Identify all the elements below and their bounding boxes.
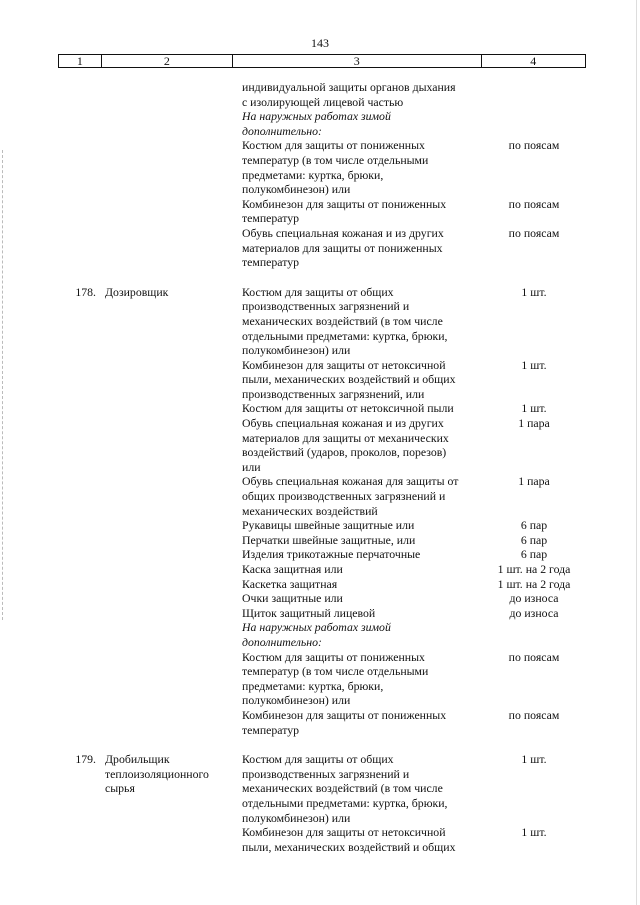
equipment-name xyxy=(240,577,482,592)
equipment-line: производственных загрязнений и xyxy=(242,299,410,314)
equipment-row xyxy=(240,138,586,196)
issue-norm: по поясам xyxy=(508,707,560,722)
equipment-row xyxy=(240,533,586,548)
table-body xyxy=(58,80,586,869)
equipment-row xyxy=(240,591,586,606)
equipment-line: Обувь специальная кожаная и из других xyxy=(242,416,444,431)
issue-norm: 1 шт. на 2 года xyxy=(497,576,571,591)
equipment-line: полукомбинезон) или xyxy=(242,182,351,197)
column-header-2: 2 xyxy=(101,55,232,68)
equipment-line: Каска защитная или xyxy=(242,562,343,576)
equipment-line: материалов для защиты от пониженных xyxy=(242,240,443,255)
equipment-row xyxy=(240,358,586,402)
condition-note xyxy=(240,109,482,138)
equipment-name xyxy=(240,138,482,196)
equipment-name xyxy=(240,474,482,518)
equipment-line: Комбинезон для защиты от нетоксичной xyxy=(242,357,446,372)
equipment-line: производственных загрязнений и xyxy=(242,766,410,781)
equipment-line: полукомбинезон) или xyxy=(242,810,351,825)
equipment-line: механических воздействий (в том числе xyxy=(242,781,443,796)
equipment-list xyxy=(240,752,586,854)
equipment-line: Щиток защитный лицевой xyxy=(242,605,376,620)
profession-row xyxy=(58,285,586,737)
issue-norm: 1 шт. xyxy=(521,401,547,416)
equipment-line: предметами: куртка, брюки, xyxy=(242,678,384,693)
equipment-name xyxy=(240,358,482,402)
equipment-name xyxy=(240,518,482,533)
profession-name xyxy=(100,80,240,270)
equipment-name xyxy=(240,562,482,577)
equipment-row xyxy=(240,606,586,621)
equipment-line: индивидуальной защиты органов дыхания xyxy=(242,80,456,94)
equipment-line: Каскетка защитная xyxy=(242,576,338,591)
equipment-line: Костюм для защиты от пониженных xyxy=(242,138,425,153)
issue-norm: 1 шт. xyxy=(521,752,547,767)
equipment-line: отдельными предметами: куртка, брюки, xyxy=(242,328,448,343)
equipment-line: температур xyxy=(242,255,300,270)
equipment-name xyxy=(240,606,482,621)
profession-name-line: Дробильщик xyxy=(105,752,170,767)
equipment-row xyxy=(240,577,586,592)
equipment-line: Рукавицы швейные защитные или xyxy=(242,518,415,533)
issue-norm: 1 шт. xyxy=(521,825,547,840)
equipment-name xyxy=(240,285,482,358)
issue-norm: 1 пара xyxy=(518,474,550,489)
issue-norm: 6 пар xyxy=(520,547,548,562)
profession-group xyxy=(58,285,586,737)
issue-norm: по поясам xyxy=(508,649,560,664)
page-number: 143 xyxy=(311,36,329,50)
equipment-name xyxy=(240,825,482,854)
equipment-line: Комбинезон для защиты от пониженных xyxy=(242,196,447,211)
equipment-row xyxy=(240,109,586,138)
equipment-row xyxy=(240,518,586,533)
equipment-name xyxy=(240,401,482,416)
equipment-row xyxy=(240,285,586,358)
item-number: 178. xyxy=(75,284,96,299)
equipment-name xyxy=(240,197,482,226)
equipment-line: Очки защитные или xyxy=(242,591,343,606)
profession-row xyxy=(58,752,586,854)
equipment-name xyxy=(240,80,482,109)
equipment-line: Изделия трикотажные перчаточные xyxy=(242,547,421,562)
equipment-line: Комбинезон для защиты от пониженных xyxy=(242,707,447,722)
equipment-name xyxy=(240,591,482,606)
equipment-line: температур (в том числе отдельными xyxy=(242,152,429,167)
profession-group xyxy=(58,752,586,854)
equipment-row xyxy=(240,401,586,416)
equipment-line: Костюм для защиты от общих xyxy=(242,284,394,299)
column-header-4: 4 xyxy=(481,55,585,68)
equipment-line: отдельными предметами: куртка, брюки, xyxy=(242,795,448,810)
equipment-row xyxy=(240,752,586,825)
equipment-name xyxy=(240,416,482,474)
issue-norm: по поясам xyxy=(508,225,560,240)
profession-group xyxy=(58,80,586,270)
equipment-list xyxy=(240,80,586,270)
column-header-3: 3 xyxy=(233,55,482,68)
column-header-row xyxy=(58,54,586,68)
equipment-list xyxy=(240,285,586,737)
equipment-name xyxy=(240,752,482,825)
scan-edge-mark xyxy=(2,150,4,620)
profession-name xyxy=(100,285,240,737)
equipment-line: Обувь специальная кожаная и из других xyxy=(242,225,444,240)
equipment-line: На наружных работах зимой xyxy=(242,109,391,124)
equipment-row xyxy=(240,620,586,649)
profession-name-line: сырья xyxy=(105,781,135,796)
equipment-line: с изолирующей лицевой частью xyxy=(242,94,404,109)
equipment-row xyxy=(240,416,586,474)
equipment-line: полукомбинезон) или xyxy=(242,693,351,708)
equipment-name xyxy=(240,650,482,708)
issue-norm: до износа xyxy=(509,591,559,606)
issue-norm: 6 пар xyxy=(520,532,548,547)
equipment-line: Костюм для защиты от нетоксичной пыли xyxy=(242,401,454,416)
equipment-line: температур (в том числе отдельными xyxy=(242,664,429,679)
equipment-line: Перчатки швейные защитные, или xyxy=(242,532,416,547)
issue-norm: 1 шт. xyxy=(521,284,547,299)
equipment-line: Обувь специальная кожаная для защиты от xyxy=(242,474,459,489)
scan-right-edge xyxy=(636,0,637,905)
equipment-line: материалов для защиты от механических xyxy=(242,430,449,445)
issue-norm: 6 пар xyxy=(520,518,548,533)
equipment-line: температур xyxy=(242,211,300,226)
equipment-line: предметами: куртка, брюки, xyxy=(242,167,384,182)
issue-norm: 1 шт. на 2 года xyxy=(497,562,571,576)
profession-name-line: Дозировщик xyxy=(105,284,169,299)
equipment-line: дополнительно: xyxy=(242,123,322,138)
column-header-1: 1 xyxy=(59,55,102,68)
equipment-name xyxy=(240,547,482,562)
issue-norm xyxy=(482,80,586,109)
equipment-line: или xyxy=(242,459,261,474)
issue-norm: до износа xyxy=(509,605,559,620)
item-number: 179. xyxy=(75,752,96,767)
equipment-name xyxy=(240,708,482,737)
equipment-row xyxy=(240,226,586,270)
equipment-line: Костюм для защиты от общих xyxy=(242,752,394,767)
equipment-row xyxy=(240,562,586,577)
equipment-line: пыли, механических воздействий и общих xyxy=(242,839,456,854)
issue-norm: 1 пара xyxy=(518,416,550,431)
equipment-line: производственных загрязнений, или xyxy=(242,386,425,401)
equipment-row xyxy=(240,547,586,562)
equipment-line: общих производственных загрязнений и xyxy=(242,489,446,504)
equipment-line: Костюм для защиты от пониженных xyxy=(242,649,425,664)
equipment-name xyxy=(240,533,482,548)
equipment-line: дополнительно: xyxy=(242,634,322,649)
issue-norm: 1 шт. xyxy=(521,357,547,372)
item-number xyxy=(58,80,100,270)
equipment-row xyxy=(240,80,586,109)
issue-norm: по поясам xyxy=(508,196,560,211)
equipment-row xyxy=(240,474,586,518)
issue-norm: по поясам xyxy=(508,138,560,153)
issue-norm xyxy=(482,109,586,138)
equipment-line: температур xyxy=(242,722,300,737)
equipment-line: На наружных работах зимой xyxy=(242,620,391,635)
equipment-line: полукомбинезон) или xyxy=(242,343,351,358)
issue-norm xyxy=(482,620,586,649)
equipment-line: механических воздействий xyxy=(242,503,378,518)
equipment-line: Комбинезон для защиты от нетоксичной xyxy=(242,825,446,840)
equipment-row xyxy=(240,825,586,854)
profession-name xyxy=(100,752,240,854)
profession-name-line: теплоизоляционного xyxy=(105,766,209,781)
equipment-row xyxy=(240,708,586,737)
condition-note xyxy=(240,620,482,649)
equipment-line: механических воздействий (в том числе xyxy=(242,313,443,328)
equipment-line: пыли, механических воздействий и общих xyxy=(242,372,456,387)
equipment-name xyxy=(240,226,482,270)
equipment-row xyxy=(240,197,586,226)
equipment-row xyxy=(240,650,586,708)
equipment-line: воздействий (ударов, проколов, порезов) xyxy=(242,445,447,460)
profession-row xyxy=(58,80,586,270)
